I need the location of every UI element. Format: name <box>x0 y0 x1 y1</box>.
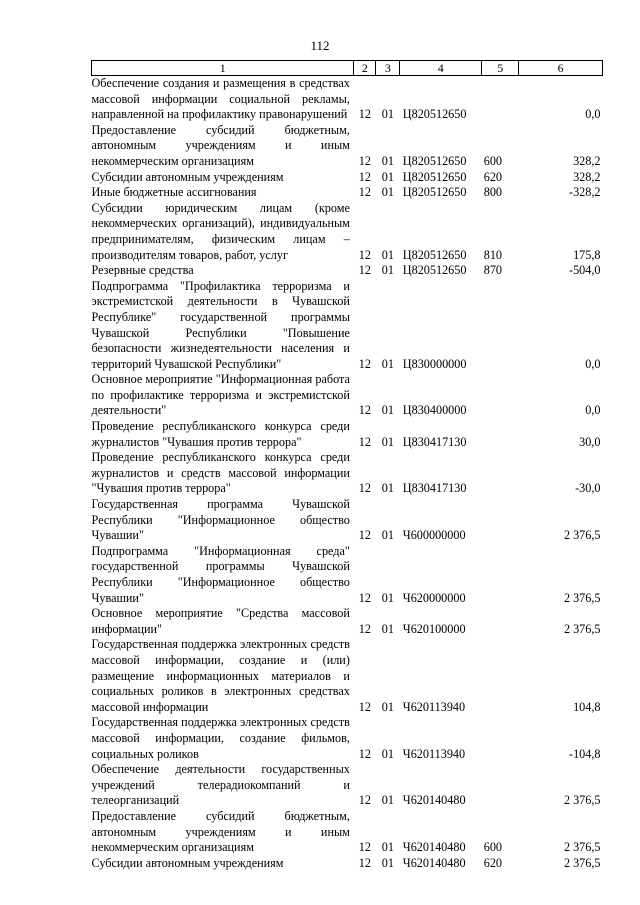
row-subsection: 01 <box>381 793 394 808</box>
row-expense-type: 870 <box>483 263 503 278</box>
row-amount: 328,2 <box>573 153 601 168</box>
row-expense-type: 600 <box>483 153 503 168</box>
row-name: Субсидии юридическим лицам (кроме некоммерческих организаций), индивидуальным предпринимателям, физическим лицам – производителям товаров, работ, услуг <box>91 200 350 262</box>
row-amount: 0,0 <box>585 107 601 122</box>
table-row <box>92 606 603 637</box>
row-name: Государственная поддержка электронных средств массовой информации, создание фильмов, социальных роликов <box>91 715 350 761</box>
row-subsection: 01 <box>381 481 394 496</box>
row-subsection: 01 <box>381 590 394 605</box>
row-subsection: 01 <box>381 169 394 184</box>
row-subsection: 01 <box>381 621 394 636</box>
row-section: 12 <box>358 434 371 449</box>
row-expense-type <box>482 419 519 450</box>
row-expense-type <box>482 637 519 715</box>
row-section: 12 <box>358 746 371 761</box>
row-subsection: 01 <box>381 699 394 714</box>
row-target-article: Ч620140480 <box>402 840 466 855</box>
row-name: Подпрограмма "Информационная среда" государственной программы Чувашской Республики "Информационное общество Чувашии" <box>91 543 350 605</box>
row-target-article: Ч620000000 <box>402 590 466 605</box>
row-subsection: 01 <box>381 153 394 168</box>
row-amount: 2 376,5 <box>563 621 601 636</box>
row-section: 12 <box>358 840 371 855</box>
row-name: Проведение республиканского конкурса среди журналистов и средств массовой информации "Чувашия против террора" <box>91 450 350 496</box>
row-amount: -504,0 <box>569 263 601 278</box>
row-target-article: Ц820512650 <box>402 107 467 122</box>
row-name: Основное мероприятие "Информационная работа по профилактике терроризма и экстремистской деятельности" <box>91 372 350 418</box>
table-row <box>92 419 603 450</box>
table-row <box>92 263 603 279</box>
row-amount: -30,0 <box>575 481 601 496</box>
row-amount: 104,8 <box>573 699 601 714</box>
row-target-article: Ц820512650 <box>402 169 467 184</box>
row-target-article: Ч620140480 <box>402 855 466 870</box>
row-name: Проведение республиканского конкурса среди журналистов "Чувашия против террора" <box>91 419 350 449</box>
row-expense-type: 620 <box>483 169 503 184</box>
row-expense-type <box>482 544 519 606</box>
row-subsection: 01 <box>381 528 394 543</box>
row-amount: -328,2 <box>569 185 601 200</box>
row-subsection: 01 <box>381 840 394 855</box>
row-section: 12 <box>358 247 371 262</box>
row-target-article: Ц820512650 <box>402 153 467 168</box>
row-expense-type: 810 <box>483 247 503 262</box>
row-section: 12 <box>358 107 371 122</box>
row-expense-type <box>482 450 519 497</box>
row-name: Государственная поддержка электронных средств массовой информации, создание и (или) размещение информационных материалов и социальных роликов в электронных средствах массовой информации <box>91 637 350 714</box>
table-row <box>92 201 603 263</box>
row-subsection: 01 <box>381 855 394 870</box>
row-name: Субсидии автономным учреждениям <box>91 855 284 870</box>
table-row <box>92 450 603 497</box>
row-target-article: Ч620113940 <box>402 699 466 714</box>
row-amount: 0,0 <box>585 403 601 418</box>
row-subsection: 01 <box>381 107 394 122</box>
table-header <box>92 61 603 76</box>
table-row <box>92 372 603 419</box>
row-name: Иные бюджетные ассигнования <box>91 185 257 200</box>
row-expense-type <box>482 497 519 544</box>
row-target-article: Ч620100000 <box>402 621 466 636</box>
row-target-article: Ц820512650 <box>402 247 467 262</box>
row-name: Субсидии автономным учреждениям <box>91 169 284 184</box>
row-subsection: 01 <box>381 434 394 449</box>
row-amount: 2 376,5 <box>563 840 601 855</box>
row-expense-type <box>482 762 519 809</box>
row-subsection: 01 <box>381 185 394 200</box>
row-subsection: 01 <box>381 263 394 278</box>
row-section: 12 <box>358 356 371 371</box>
column-header-6: 6 <box>519 61 603 76</box>
row-expense-type: 600 <box>483 840 503 855</box>
table-row <box>92 185 603 201</box>
page-number: 112 <box>310 38 330 53</box>
row-name: Государственная программа Чувашской Республики "Информационное общество Чувашии" <box>91 497 350 543</box>
row-name: Предоставление субсидий бюджетным, автономным учреждениям и иным некоммерческим организациям <box>91 122 350 168</box>
row-name: Основное мероприятие "Средства массовой информации" <box>91 606 350 636</box>
table-row <box>92 76 603 123</box>
row-subsection: 01 <box>381 247 394 262</box>
row-name: Обеспечение деятельности государственных учреждений телерадиокомпаний и телеорганизаций <box>91 762 350 808</box>
row-section: 12 <box>358 169 371 184</box>
row-target-article: Ц830400000 <box>402 403 467 418</box>
row-expense-type <box>482 279 519 373</box>
row-name: Резервные средства <box>91 263 194 278</box>
table-row <box>92 123 603 170</box>
column-header-3: 3 <box>376 61 400 76</box>
row-target-article: Ц830000000 <box>402 356 467 371</box>
row-subsection: 01 <box>381 746 394 761</box>
row-section: 12 <box>358 793 371 808</box>
row-expense-type: 800 <box>483 185 503 200</box>
row-section: 12 <box>358 528 371 543</box>
row-name: Обеспечение создания и размещения в средствах массовой информации социальной рекламы, направленной на профилактику правонарушений <box>91 76 350 122</box>
row-section: 12 <box>358 590 371 605</box>
row-target-article: Ц830417130 <box>402 434 467 449</box>
row-target-article: Ч620140480 <box>402 793 466 808</box>
column-header-4: 4 <box>400 61 482 76</box>
row-section: 12 <box>358 263 371 278</box>
row-amount: -104,8 <box>569 746 601 761</box>
row-expense-type <box>482 715 519 762</box>
row-target-article: Ч620113940 <box>402 746 466 761</box>
table-row <box>92 715 603 762</box>
table-row <box>92 637 603 715</box>
column-header-2: 2 <box>354 61 376 76</box>
row-expense-type <box>482 76 519 123</box>
header-row <box>92 61 603 76</box>
row-amount: 2 376,5 <box>563 793 601 808</box>
row-section: 12 <box>358 699 371 714</box>
row-section: 12 <box>358 855 371 870</box>
row-section: 12 <box>358 621 371 636</box>
table-row <box>92 762 603 809</box>
table-row <box>92 856 603 872</box>
row-amount: 2 376,5 <box>563 855 601 870</box>
row-subsection: 01 <box>381 356 394 371</box>
table-body <box>92 76 603 872</box>
row-target-article: Ц820512650 <box>402 263 467 278</box>
row-amount: 30,0 <box>579 434 601 449</box>
column-header-1: 1 <box>92 61 354 76</box>
row-section: 12 <box>358 153 371 168</box>
row-name: Предоставление субсидий бюджетным, автономным учреждениям и иным некоммерческим организациям <box>91 808 350 855</box>
row-amount: 175,8 <box>573 247 601 262</box>
table-row <box>92 279 603 373</box>
row-section: 12 <box>358 481 371 496</box>
row-section: 12 <box>358 185 371 200</box>
column-header-5: 5 <box>482 61 519 76</box>
table-row <box>92 170 603 186</box>
table-row <box>92 544 603 606</box>
row-section: 12 <box>358 403 371 418</box>
budget-table <box>91 60 603 871</box>
row-subsection: 01 <box>381 403 394 418</box>
row-amount: 328,2 <box>573 169 601 184</box>
row-target-article: Ч600000000 <box>402 528 466 543</box>
row-target-article: Ц820512650 <box>402 185 467 200</box>
row-target-article: Ц830417130 <box>402 481 467 496</box>
row-expense-type <box>482 372 519 419</box>
table-row <box>92 809 603 856</box>
table-row <box>92 497 603 544</box>
row-amount: 0,0 <box>585 356 601 371</box>
row-name: Подпрограмма "Профилактика терроризма и экстремистской деятельности в Чувашской Республике" государственной программы Чувашской Республики "Повышение безопасности жизнедеятельности населения и территорий Чувашской Республики" <box>91 278 350 371</box>
row-amount: 2 376,5 <box>563 528 601 543</box>
row-expense-type: 620 <box>483 855 503 870</box>
row-expense-type <box>482 606 519 637</box>
row-amount: 2 376,5 <box>563 590 601 605</box>
